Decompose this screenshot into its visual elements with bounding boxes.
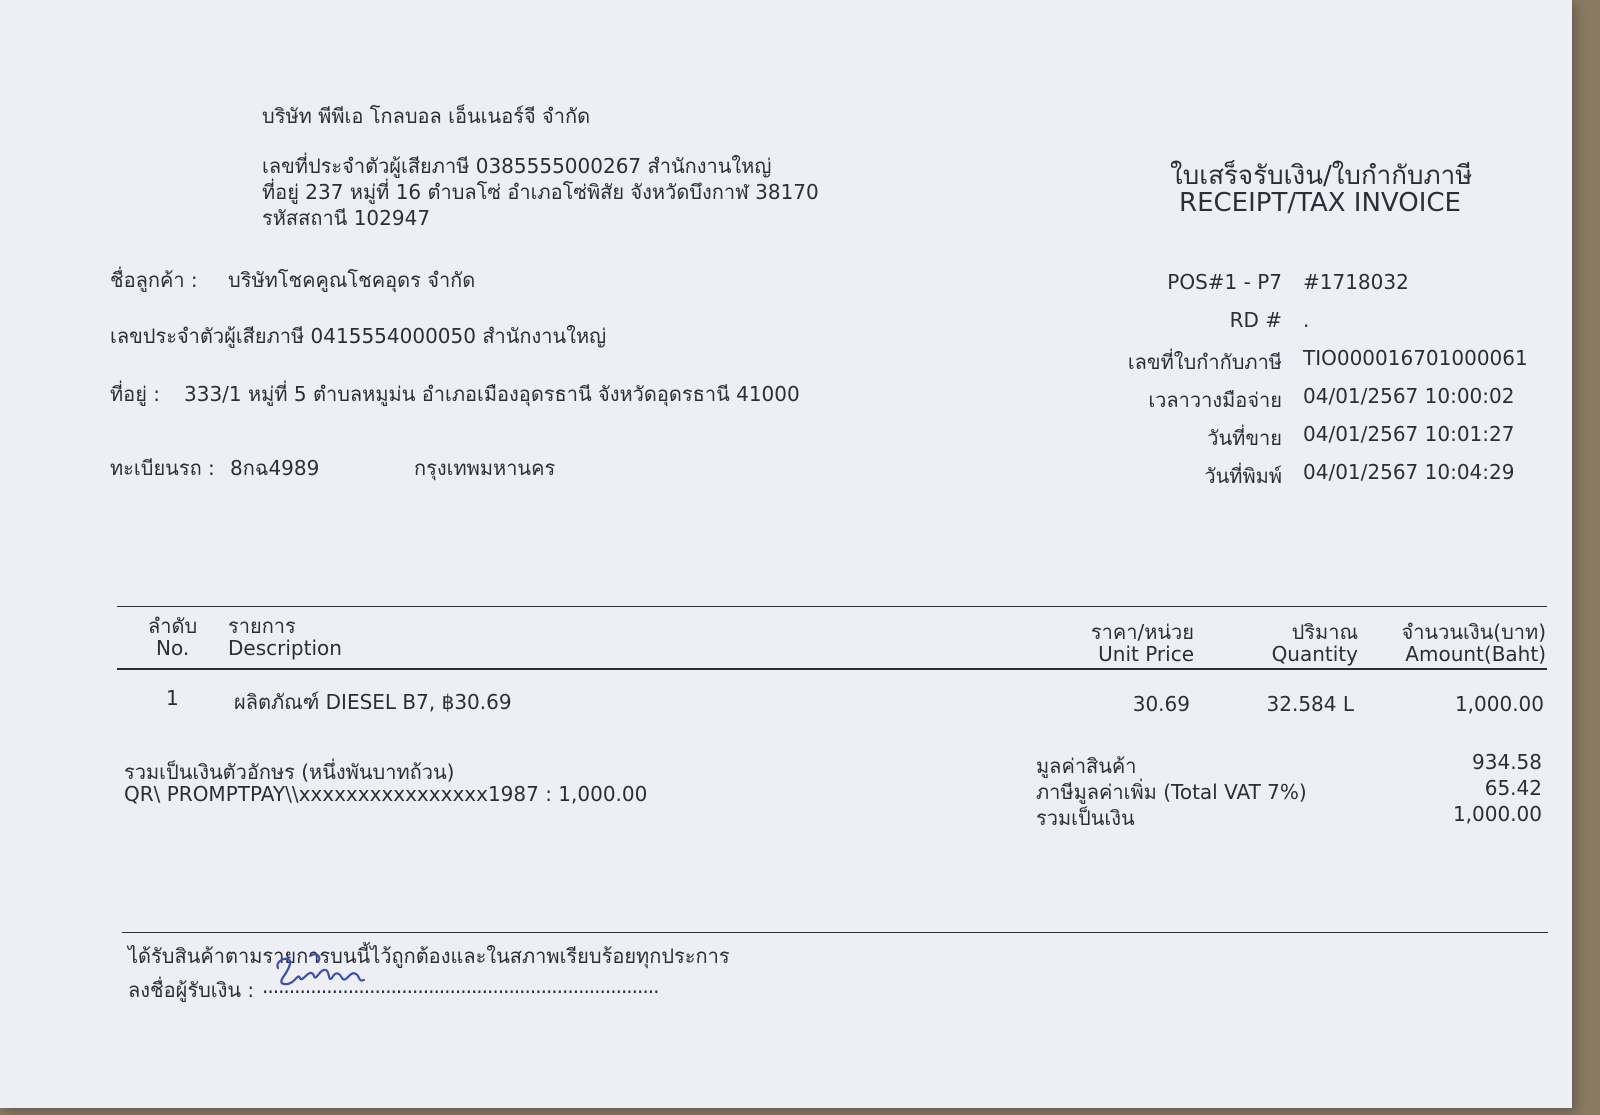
meta-value: 04/01/2567 10:04:29 [1303,460,1515,484]
table-top-rule [117,606,1547,607]
col-price-th: ราคา/หน่วย [1090,620,1194,644]
meta-value: TIO000016701000061 [1303,346,1528,370]
meta-value: . [1303,308,1310,332]
row-unit-price: 30.69 [1132,692,1190,716]
meta-value: #1718032 [1303,270,1409,294]
col-amt-th: จำนวนเงิน(บาท) [1401,620,1546,644]
col-desc-th: รายการ [228,614,296,638]
customer-name-label: ชื่อลูกค้า : [110,268,198,292]
total-label: รวมเป็นเงิน [1036,806,1135,830]
amount-in-words: รวมเป็นเงินตัวอักษร (หนึ่งพันบาทถ้วน) [124,760,455,784]
row-quantity: 32.584 L [1266,692,1354,716]
col-amt-en: Amount(Baht) [1405,642,1546,666]
row-description: ผลิตภัณฑ์ DIESEL B7, ฿30.69 [234,690,512,714]
company-address: ที่อยู่ 237 หมู่ที่ 16 ตำบลโซ่ อำเภอโซ่พิสัย จังหวัดบึงกาฬ 38170 [262,180,819,204]
station-code: รหัสสถานี 102947 [262,206,431,230]
meta-label: POS#1 - P7 [1167,270,1282,294]
handwritten-signature [270,948,380,998]
meta-value: 04/01/2567 10:01:27 [1303,422,1515,446]
signature-dots: .......................................................................... [262,974,659,998]
meta-value: 04/01/2567 10:00:02 [1303,384,1515,408]
doc-title-thai: ใบเสร็จรับเงิน/ใบกำกับภาษี [1170,161,1473,191]
payment-line: QR\ PROMPTPAY\\xxxxxxxxxxxxxxxx1987 : 1,000.00 [124,782,648,806]
total-label: ภาษีมูลค่าเพิ่ม (Total VAT 7%) [1036,780,1307,804]
row-amount: 1,000.00 [1454,692,1544,716]
total-value: 1,000.00 [1452,802,1542,826]
meta-label: เลขที่ใบกำกับภาษี [1127,350,1282,374]
total-value: 65.42 [1484,776,1542,800]
plate-province: กรุงเทพมหานคร [414,456,556,480]
row-no: 1 [166,686,179,710]
company-name: บริษัท พีพีเอ โกลบอล เอ็นเนอร์จี จำกัด [262,104,591,128]
col-price-en: Unit Price [1098,642,1194,666]
col-desc-en: Description [228,636,342,660]
meta-label: RD # [1229,308,1282,332]
meta-label: วันที่พิมพ์ [1204,464,1282,488]
doc-title-english: RECEIPT/TAX INVOICE [1179,188,1461,218]
col-qty-en: Quantity [1271,642,1358,666]
signature-label: ลงชื่อผู้รับเงิน : [128,978,255,1002]
total-value: 934.58 [1472,750,1542,774]
customer-address: 333/1 หมู่ที่ 5 ตำบลหมูม่น อำเภอเมืองอุดรธานี จังหวัดอุดรธานี 41000 [184,382,800,406]
company-tax-id: เลขที่ประจำตัวผู้เสียภาษี 0385555000267 สำนักงานใหญ่ [262,154,772,178]
col-qty-th: ปริมาณ [1291,620,1358,644]
plate-number: 8กฉ4989 [230,456,320,480]
col-no-en: No. [156,636,190,660]
received-statement: ได้รับสินค้าตามรายการบนนี้ไว้ถูกต้องและในสภาพเรียบร้อยทุกประการ [128,944,730,968]
meta-label: เวลาวางมือจ่าย [1148,388,1282,412]
customer-address-label: ที่อยู่ : [110,382,161,406]
customer-tax-id: เลขประจำตัวผู้เสียภาษี 0415554000050 สำนักงานใหญ่ [110,324,607,348]
meta-label: วันที่ขาย [1207,426,1282,450]
total-label: มูลค่าสินค้า [1036,754,1137,778]
footer-rule [122,932,1548,933]
plate-label: ทะเบียนรถ : [110,456,215,480]
customer-name: บริษัทโชคคูณโชคอุดร จำกัด [228,268,476,292]
table-header-rule [117,668,1547,670]
col-no-th: ลำดับ [148,614,198,638]
